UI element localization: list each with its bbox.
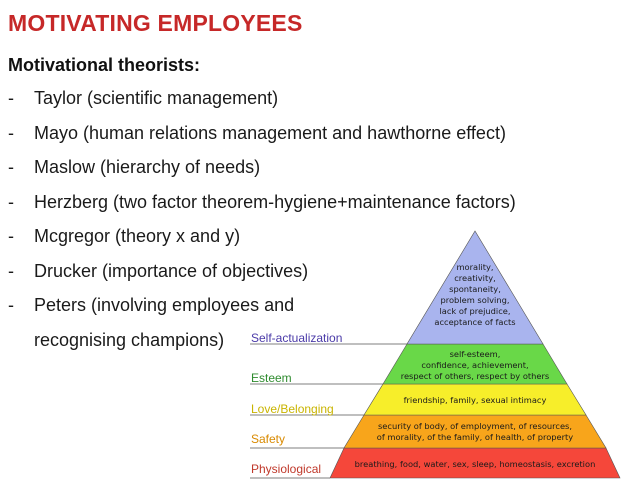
safety-line: of morality, of the family, of health, of property [376,432,574,442]
label-safety: Safety [251,432,286,446]
bullet-text: Peters (involving employees and [34,295,295,315]
love-belonging-line: friendship, family, sexual intimacy [403,395,547,405]
slide-title: MOTIVATING EMPLOYEES [8,10,303,36]
bullet-text: Mcgregor (theory x and y) [34,226,241,246]
theorist-list [8,88,516,351]
self-actualization-line: problem solving, [440,295,510,305]
list-item [8,123,516,158]
list-item [8,261,516,296]
list-item [8,226,516,261]
bullet-text: Drucker (importance of objectives) [34,260,309,281]
physiological-line: breathing, food, water, sex, sleep, homeostasis, excretion [354,459,596,469]
slide-subtitle: Motivational theorists: [8,55,201,75]
self-actualization-line: acceptance of facts [434,317,516,327]
label-physiological: Physiological [251,462,322,476]
bullet-marker: - [8,122,14,143]
bullet-marker: - [8,295,14,315]
safety-line: security of body, of employment, of resources, [377,421,573,431]
bullet-marker: - [8,157,14,177]
bullet-marker: - [8,226,14,246]
bullet-text: Taylor (scientific management) [34,88,279,108]
label-self-actualization: Self-actualization [251,331,343,345]
self-actualization-line: creativity, [454,273,496,283]
label-esteem: Esteem [251,371,292,385]
bullet-text: Mayo (human relations management and hawthorne effect) [34,122,506,143]
self-actualization-line: spontaneity, [449,284,501,294]
list-item [8,192,516,227]
bullet-text: Maslow (hierarchy of needs) [34,157,261,177]
esteem-line: confidence, achievement, [421,360,529,370]
label-love-belonging: Love/Belonging [251,402,334,416]
bullet-marker: - [8,191,14,212]
bullet-text: Herzberg (two factor theorem-hygiene+maintenance factors) [34,191,516,212]
list-item [8,295,516,330]
esteem-line: self-esteem, [449,349,501,359]
bullet-continuation: recognising champions) [34,329,225,350]
self-actualization-line: lack of prejudice, [439,306,511,316]
self-actualization-line: morality, [456,262,494,272]
bullet-marker: - [8,88,14,108]
list-item [8,157,516,192]
list-item [8,88,516,123]
bullet-marker: - [8,260,14,281]
esteem-line: respect of others, respect by others [400,371,550,381]
